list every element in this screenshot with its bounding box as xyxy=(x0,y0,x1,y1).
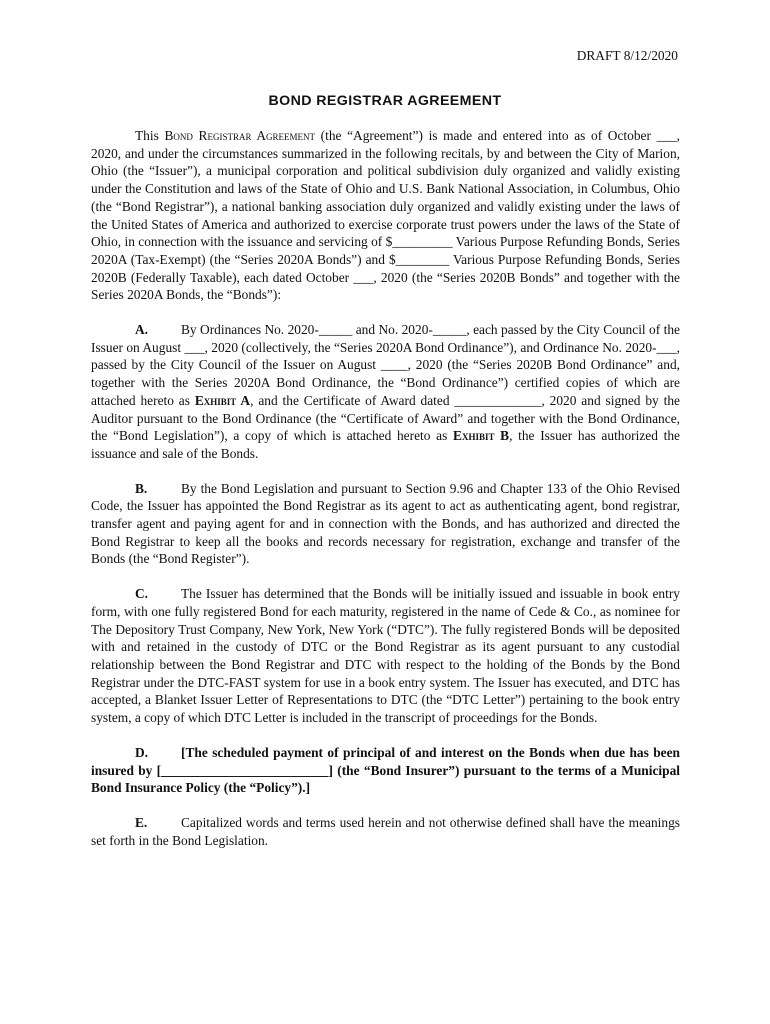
recital-d-letter: D. xyxy=(135,744,149,760)
recital-a-text-2: , and the Certificate of Award dated _____________, 2020 and signed by the Auditor pursuant to the Bond Ordinance (the “Certificate of Award” and together with the Bond Ordinance, the “Bond Legislation”), a copy of which is attached hereto as xyxy=(91,392,680,444)
recital-a-text-1: By Ordinances No. 2020-_____ and No. 2020-_____, each passed by the City Council of the Issuer on August ___, 2020 (collectively, the “Series 2020A Bond Ordinance”), and Ordinance No. 2020-___, passed by the City Council of the Issuer on August ____, 2020 (the “Series 2020B Bond Ordinance” and, together with the Series 2020A Bond Ordinance, the “Bond Ordinance”) certified copies of which are attached hereto as xyxy=(91,322,680,408)
recital-a xyxy=(91,321,680,463)
intro-text: (the “Agreement”) is made and entered into as of October ___, 2020, and under the circumstances summarized in the following recitals, by and between the City of Marion, Ohio (the “Issuer”), a municipal corporation and political subdivision duly organized and validly existing under the Constitution and laws of the State of Ohio and U.S. Bank National Association, in Columbus, Ohio (the “Bond Registrar”), a national banking association duly organized and validly existing under the laws of the United States of America and authorized to exercise corporate trust powers under the laws of the State of Ohio, in connection with the issuance and servicing of $_________ Various Purpose Refunding Bonds, Series 2020A (Tax-Exempt) (the “Series 2020A Bonds”) and $________ Various Purpose Refunding Bonds, Series 2020B (Federally Taxable), each dated October ___, 2020 (the “Series 2020B Bonds” and together with the Series 2020A Bonds, the “Bonds”): xyxy=(91,128,680,303)
recital-e xyxy=(91,814,680,849)
recital-e-letter: E. xyxy=(135,814,148,830)
recital-a-letter: A. xyxy=(135,322,149,338)
document-title: BOND REGISTRAR AGREEMENT xyxy=(268,93,502,109)
recital-d-text: [The scheduled payment of principal of and interest on the Bonds when due has been insured by [_________________________] (the “Bond Insurer”) pursuant to the terms of a Municipal Bond Insurance Policy (the “Policy”).] xyxy=(91,744,680,796)
recital-c-text: The Issuer has determined that the Bonds will be initially issued and issuable in book entry form, with one fully registered Bond for each maturity, registered in the name of Cede & Co., as nominee for The Depository Trust Company, New York, New York (“DTC”). The fully registered Bonds will be deposited with and retained in the custody of DTC or the Bond Registrar as its agent pursuant to any custodial relationship between the Bond Registrar and DTC with respect to the holding of the Bonds by the Bond Registrar under the DTC-FAST system for use in a book entry system. The Issuer has executed, and DTC has accepted, a Blanket Issuer Letter of Representations to DTC (the “DTC Letter”) pertaining to the book entry system, a copy of which DTC Letter is included in the transcript of proceedings for the Bonds. xyxy=(91,586,680,726)
intro-paragraph xyxy=(91,127,680,304)
recital-b xyxy=(91,480,680,569)
document-body xyxy=(91,127,680,849)
exhibit-b-reference: Exhibit B xyxy=(453,428,510,444)
recital-c-letter: C. xyxy=(135,586,149,602)
draft-date-label: DRAFT 8/12/2020 xyxy=(576,48,678,63)
recital-e-text: Capitalized words and terms used herein and not otherwise defined shall have the meanings set forth in the Bond Legislation. xyxy=(91,814,680,848)
intro-pre-text: This xyxy=(135,128,165,143)
exhibit-a-reference: Exhibit A xyxy=(194,392,251,408)
recital-a-text-3: , the Issuer has authorized the issuance and sale of the Bonds. xyxy=(91,428,680,461)
recital-c xyxy=(91,585,680,727)
agreement-name: Bond Registrar Agreement xyxy=(164,128,316,143)
recital-b-letter: B. xyxy=(135,480,148,496)
recital-d xyxy=(91,744,680,797)
recital-b-text: By the Bond Legislation and pursuant to Section 9.96 and Chapter 133 of the Ohio Revised Code, the Issuer has appointed the Bond Registrar as its agent to act as authenticating agent, bond registrar, transfer agent and paying agent for and in connection with the Bonds, and has authorized and directed the Bond Registrar to keep all the books and records necessary for registration, exchange and transfer of the Bonds (the “Bond Register”). xyxy=(91,480,680,567)
